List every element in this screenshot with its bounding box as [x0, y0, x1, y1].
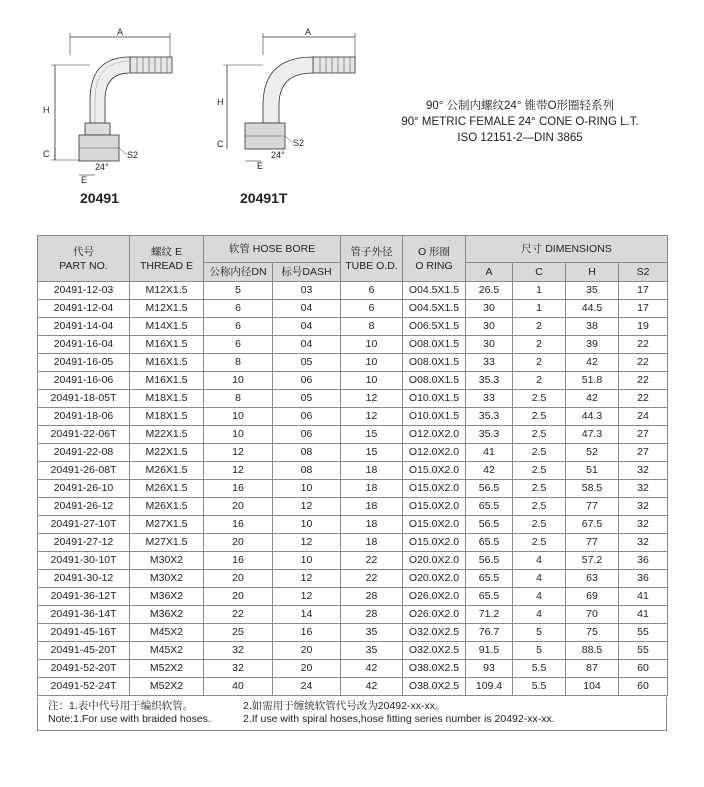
table-cell: M27X1.5	[130, 516, 204, 534]
table-cell: 20491-22-08	[38, 444, 130, 462]
table-cell: 24	[619, 408, 668, 426]
table-cell: 2	[513, 372, 566, 390]
table-cell: 24	[273, 678, 341, 696]
table-row	[38, 426, 668, 444]
table-cell: 20491-16-05	[38, 354, 130, 372]
table-cell: M52X2	[130, 660, 204, 678]
table-cell: O26.0X2.0	[403, 606, 466, 624]
dim-c: C	[217, 139, 224, 149]
table-cell: 20491-45-16T	[38, 624, 130, 642]
table-cell: 20	[204, 588, 273, 606]
table-row	[38, 624, 668, 642]
table-cell: 19	[619, 318, 668, 336]
drawing-label-20491: 20491	[80, 190, 119, 206]
table-cell: 2.5	[513, 444, 566, 462]
table-cell: M16X1.5	[130, 372, 204, 390]
table-cell: 18	[341, 480, 403, 498]
table-cell: O26.0X2.0	[403, 588, 466, 606]
table-cell: O32.0X2.5	[403, 624, 466, 642]
table-cell: 12	[273, 498, 341, 516]
table-cell: O04.5X1.5	[403, 282, 466, 300]
table-cell: 12	[204, 462, 273, 480]
table-cell: 2.5	[513, 498, 566, 516]
table-cell: O08.0X1.5	[403, 372, 466, 390]
table-row	[38, 372, 668, 390]
table-cell: 70	[566, 606, 619, 624]
table-cell: 109.4	[466, 678, 513, 696]
header-thread: 螺纹 E THREAD E	[130, 236, 204, 282]
dim-h: H	[217, 97, 224, 107]
table-cell: 5	[513, 642, 566, 660]
table-cell: 40	[204, 678, 273, 696]
table-row	[38, 678, 668, 696]
table-cell: 20491-12-03	[38, 282, 130, 300]
dim-s2: S2	[293, 138, 305, 148]
table-cell: 16	[204, 552, 273, 570]
table-cell: 14	[273, 606, 341, 624]
table-row	[38, 462, 668, 480]
table-cell: O15.0X2.0	[403, 462, 466, 480]
table-cell: 28	[341, 588, 403, 606]
table-cell: 2.5	[513, 480, 566, 498]
table-cell: 6	[341, 282, 403, 300]
table-cell: 51.8	[566, 372, 619, 390]
table-cell: M27X1.5	[130, 534, 204, 552]
table-cell: M30X2	[130, 570, 204, 588]
header-o-ring: O 形圈 O RING	[403, 236, 466, 282]
table-cell: 20	[273, 642, 341, 660]
table-cell: 18	[341, 498, 403, 516]
table-row	[38, 552, 668, 570]
table-cell: 20491-26-12	[38, 498, 130, 516]
table-cell: 04	[273, 336, 341, 354]
table-cell: O10.0X1.5	[403, 408, 466, 426]
table-cell: 41	[619, 588, 668, 606]
table-cell: O08.0X1.5	[403, 354, 466, 372]
table-cell: 06	[273, 408, 341, 426]
table-cell: 47.3	[566, 426, 619, 444]
table-cell: 65.5	[466, 588, 513, 606]
table-cell: O15.0X2.0	[403, 516, 466, 534]
table-cell: 30	[466, 300, 513, 318]
table-cell: 32	[204, 660, 273, 678]
notes	[37, 697, 667, 731]
table-cell: 20491-30-10T	[38, 552, 130, 570]
table-cell: 16	[204, 516, 273, 534]
table-cell: 5.5	[513, 660, 566, 678]
table-cell: 06	[273, 426, 341, 444]
table-cell: 05	[273, 390, 341, 408]
table-cell: 05	[273, 354, 341, 372]
table-cell: 56.5	[466, 480, 513, 498]
table-cell: 30	[466, 318, 513, 336]
table-cell: 10	[204, 426, 273, 444]
table-row	[38, 336, 668, 354]
table-cell: 58.5	[566, 480, 619, 498]
table-cell: 04	[273, 300, 341, 318]
angle-label: 24°	[271, 150, 285, 160]
table-cell: O04.5X1.5	[403, 300, 466, 318]
dim-s2: S2	[127, 150, 139, 160]
table-cell: 20491-14-04	[38, 318, 130, 336]
table-cell: 51	[566, 462, 619, 480]
table-cell: 42	[341, 678, 403, 696]
table-cell: M14X1.5	[130, 318, 204, 336]
table-cell: 8	[341, 318, 403, 336]
table-row	[38, 642, 668, 660]
table-cell: 20491-18-06	[38, 408, 130, 426]
table-cell: 36	[619, 570, 668, 588]
table-cell: 20491-26-10	[38, 480, 130, 498]
table-cell: 15	[341, 444, 403, 462]
table-cell: 60	[619, 678, 668, 696]
table-cell: 75	[566, 624, 619, 642]
table-cell: 08	[273, 444, 341, 462]
table-cell: 67.5	[566, 516, 619, 534]
table-cell: 65.5	[466, 570, 513, 588]
note-en-1: Note:1.For use with braided hoses.	[48, 713, 211, 725]
table-cell: 22	[619, 390, 668, 408]
table-cell: 17	[619, 300, 668, 318]
dim-a: A	[305, 27, 312, 37]
table-cell: 32	[619, 462, 668, 480]
table-cell: 44.5	[566, 300, 619, 318]
table-cell: 17	[619, 282, 668, 300]
table-cell: 03	[273, 282, 341, 300]
table-cell: 35	[341, 642, 403, 660]
note-en-2: 2.If use with spiral hoses,hose fitting series number is 20492-xx-xx.	[243, 713, 555, 725]
table-cell: 42	[566, 390, 619, 408]
title-cn: 90° 公制内螺纹24° 锥带O形圈轻系列	[425, 100, 615, 112]
table-cell: 12	[341, 390, 403, 408]
header-hose-dash: 标号DASH	[273, 263, 341, 282]
header-a: A	[466, 263, 513, 282]
table-cell: 18	[341, 462, 403, 480]
table-cell: 6	[204, 336, 273, 354]
table-cell: O15.0X2.0	[403, 498, 466, 516]
title-std: ISO 12151-2—DIN 3865	[457, 132, 583, 144]
dim-e: E	[81, 175, 88, 185]
table-cell: 56.5	[466, 516, 513, 534]
table-cell: 2.5	[513, 390, 566, 408]
drawing-20491T	[215, 25, 385, 185]
table-cell: O06.5X1.5	[403, 318, 466, 336]
table-cell: 104	[566, 678, 619, 696]
table-cell: O12.0X2.0	[403, 444, 466, 462]
table-cell: 22	[619, 336, 668, 354]
table-cell: 12	[273, 534, 341, 552]
table-row	[38, 354, 668, 372]
table-cell: 55	[619, 642, 668, 660]
header-h: H	[566, 263, 619, 282]
table-cell: 77	[566, 498, 619, 516]
table-cell: 2.5	[513, 408, 566, 426]
dim-a: A	[117, 27, 124, 37]
table-cell: 35	[341, 624, 403, 642]
dim-h: H	[43, 105, 50, 115]
table-cell: 20491-12-04	[38, 300, 130, 318]
table-cell: 55	[619, 624, 668, 642]
table-cell: 2.5	[513, 516, 566, 534]
table-row	[38, 606, 668, 624]
table-cell: 69	[566, 588, 619, 606]
table-cell: M22X1.5	[130, 426, 204, 444]
table-cell: 20	[273, 660, 341, 678]
table-cell: M45X2	[130, 624, 204, 642]
header-s2: S2	[619, 263, 668, 282]
table-cell: M26X1.5	[130, 462, 204, 480]
table-cell: 10	[341, 354, 403, 372]
table-cell: O38.0X2.5	[403, 660, 466, 678]
table-row	[38, 444, 668, 462]
note-cn-1: 注：1.表中代号用于编织软管。	[48, 700, 194, 712]
table-cell: 88.5	[566, 642, 619, 660]
table-cell: 6	[204, 318, 273, 336]
table-cell: 20491-27-12	[38, 534, 130, 552]
table-cell: 28	[341, 606, 403, 624]
table-cell: 10	[204, 408, 273, 426]
table-cell: 32	[619, 498, 668, 516]
spec-table	[37, 235, 668, 696]
table-cell: 22	[341, 552, 403, 570]
table-cell: 32	[204, 642, 273, 660]
table-cell: M16X1.5	[130, 354, 204, 372]
table-cell: M12X1.5	[130, 282, 204, 300]
table-cell: 18	[341, 516, 403, 534]
table-cell: O20.0X2.0	[403, 552, 466, 570]
table-cell: M26X1.5	[130, 480, 204, 498]
table-cell: 10	[273, 516, 341, 534]
header-part-no: 代号 PART NO.	[38, 236, 130, 282]
table-cell: 15	[341, 426, 403, 444]
table-cell: 20491-45-20T	[38, 642, 130, 660]
table-cell: 4	[513, 588, 566, 606]
table-cell: 52	[566, 444, 619, 462]
table-row	[38, 498, 668, 516]
table-cell: O12.0X2.0	[403, 426, 466, 444]
angle-label: 24°	[95, 162, 109, 172]
table-cell: 20491-36-14T	[38, 606, 130, 624]
table-cell: 35.3	[466, 372, 513, 390]
table-cell: 22	[341, 570, 403, 588]
table-cell: 12	[273, 570, 341, 588]
table-cell: M30X2	[130, 552, 204, 570]
table-cell: 35.3	[466, 426, 513, 444]
table-cell: 76.7	[466, 624, 513, 642]
table-cell: 87	[566, 660, 619, 678]
table-cell: 60	[619, 660, 668, 678]
dim-e: E	[257, 161, 264, 171]
table-row	[38, 570, 668, 588]
table-cell: 2.5	[513, 462, 566, 480]
table-cell: 10	[273, 552, 341, 570]
table-cell: M12X1.5	[130, 300, 204, 318]
table-cell: M18X1.5	[130, 390, 204, 408]
table-cell: 20	[204, 498, 273, 516]
dim-c: C	[43, 149, 50, 159]
table-cell: 65.5	[466, 534, 513, 552]
table-row	[38, 660, 668, 678]
table-cell: 33	[466, 354, 513, 372]
table-cell: 20491-30-12	[38, 570, 130, 588]
table-cell: O20.0X2.0	[403, 570, 466, 588]
table-cell: 10	[341, 372, 403, 390]
table-cell: 35.3	[466, 408, 513, 426]
table-cell: O32.0X2.5	[403, 642, 466, 660]
table-cell: 20491-52-24T	[38, 678, 130, 696]
drawing-label-20491T: 20491T	[240, 190, 288, 206]
table-cell: 12	[204, 444, 273, 462]
table-cell: 1	[513, 300, 566, 318]
table-cell: M36X2	[130, 588, 204, 606]
table-row	[38, 318, 668, 336]
table-cell: 25	[204, 624, 273, 642]
table-cell: 5	[513, 624, 566, 642]
table-cell: 20491-52-20T	[38, 660, 130, 678]
table-cell: 2	[513, 354, 566, 372]
table-cell: O08.0X1.5	[403, 336, 466, 354]
table-cell: 8	[204, 354, 273, 372]
table-cell: 20491-16-04	[38, 336, 130, 354]
table-cell: 30	[466, 336, 513, 354]
table-cell: 42	[466, 462, 513, 480]
table-cell: M36X2	[130, 606, 204, 624]
table-cell: 20491-36-12T	[38, 588, 130, 606]
table-cell: 4	[513, 570, 566, 588]
drawing-20491	[35, 25, 215, 185]
table-cell: 56.5	[466, 552, 513, 570]
table-cell: 44.3	[566, 408, 619, 426]
table-cell: 6	[204, 300, 273, 318]
table-cell: 22	[619, 372, 668, 390]
table-cell: 20491-26-08T	[38, 462, 130, 480]
table-cell: 36	[619, 552, 668, 570]
table-cell: O15.0X2.0	[403, 534, 466, 552]
table-row	[38, 390, 668, 408]
table-cell: 04	[273, 318, 341, 336]
header-dimensions: 尺寸 DIMENSIONS	[466, 236, 668, 263]
table-cell: 20	[204, 570, 273, 588]
table-cell: 6	[341, 300, 403, 318]
table-row	[38, 300, 668, 318]
header-hose-dn: 公称内径DN	[204, 263, 273, 282]
table-cell: M26X1.5	[130, 498, 204, 516]
table-cell: 41	[619, 606, 668, 624]
table-cell: 57.2	[566, 552, 619, 570]
table-cell: 63	[566, 570, 619, 588]
table-cell: M18X1.5	[130, 408, 204, 426]
table-cell: 12	[273, 588, 341, 606]
table-cell: 42	[566, 354, 619, 372]
table-cell: O10.0X1.5	[403, 390, 466, 408]
table-cell: 65.5	[466, 498, 513, 516]
table-cell: 20	[204, 534, 273, 552]
table-cell: 22	[204, 606, 273, 624]
table-row	[38, 408, 668, 426]
title-en: 90° METRIC FEMALE 24° CONE O-RING L.T.	[401, 116, 639, 128]
table-row	[38, 588, 668, 606]
table-cell: 42	[341, 660, 403, 678]
table-cell: 39	[566, 336, 619, 354]
table-cell: M16X1.5	[130, 336, 204, 354]
table-cell: 41	[466, 444, 513, 462]
table-cell: 20491-18-05T	[38, 390, 130, 408]
table-cell: 38	[566, 318, 619, 336]
table-cell: 5	[204, 282, 273, 300]
table-cell: 18	[341, 534, 403, 552]
table-cell: 4	[513, 606, 566, 624]
table-cell: 71.2	[466, 606, 513, 624]
table-cell: M52X2	[130, 678, 204, 696]
table-cell: 77	[566, 534, 619, 552]
table-cell: 32	[619, 534, 668, 552]
table-cell: 06	[273, 372, 341, 390]
table-cell: 2.5	[513, 534, 566, 552]
table-cell: 2.5	[513, 426, 566, 444]
table-cell: M22X1.5	[130, 444, 204, 462]
table-row	[38, 516, 668, 534]
table-cell: 26.5	[466, 282, 513, 300]
table-cell: 12	[341, 408, 403, 426]
table-cell: 93	[466, 660, 513, 678]
table-cell: 10	[273, 480, 341, 498]
table-cell: 10	[341, 336, 403, 354]
table-cell: 8	[204, 390, 273, 408]
table-cell: 20491-22-06T	[38, 426, 130, 444]
title-block	[370, 98, 670, 146]
table-cell: 2	[513, 318, 566, 336]
table-cell: 4	[513, 552, 566, 570]
table-cell: 10	[204, 372, 273, 390]
table-cell: 33	[466, 390, 513, 408]
header-hose-bore: 软管 HOSE BORE	[204, 236, 341, 263]
table-cell: 20491-16-06	[38, 372, 130, 390]
table-cell: M45X2	[130, 642, 204, 660]
table-cell: 16	[273, 624, 341, 642]
table-cell: 22	[619, 354, 668, 372]
table-row	[38, 480, 668, 498]
table-cell: O38.0X2.5	[403, 678, 466, 696]
table-cell: 35	[566, 282, 619, 300]
table-cell: 1	[513, 282, 566, 300]
table-cell: 32	[619, 480, 668, 498]
note-cn-2: 2.如需用于缠统软管代号改为20492-xx-xx。	[243, 700, 446, 712]
table-cell: 2	[513, 336, 566, 354]
table-cell: 27	[619, 426, 668, 444]
table-cell: 91.5	[466, 642, 513, 660]
table-row	[38, 534, 668, 552]
table-cell: 27	[619, 444, 668, 462]
header-tube-od: 管子外径 TUBE O.D.	[341, 236, 403, 282]
table-cell: 08	[273, 462, 341, 480]
table-cell: 32	[619, 516, 668, 534]
table-cell: 16	[204, 480, 273, 498]
table-cell: O15.0X2.0	[403, 480, 466, 498]
header-c: C	[513, 263, 566, 282]
table-row	[38, 282, 668, 300]
table-cell: 5.5	[513, 678, 566, 696]
table-cell: 20491-27-10T	[38, 516, 130, 534]
